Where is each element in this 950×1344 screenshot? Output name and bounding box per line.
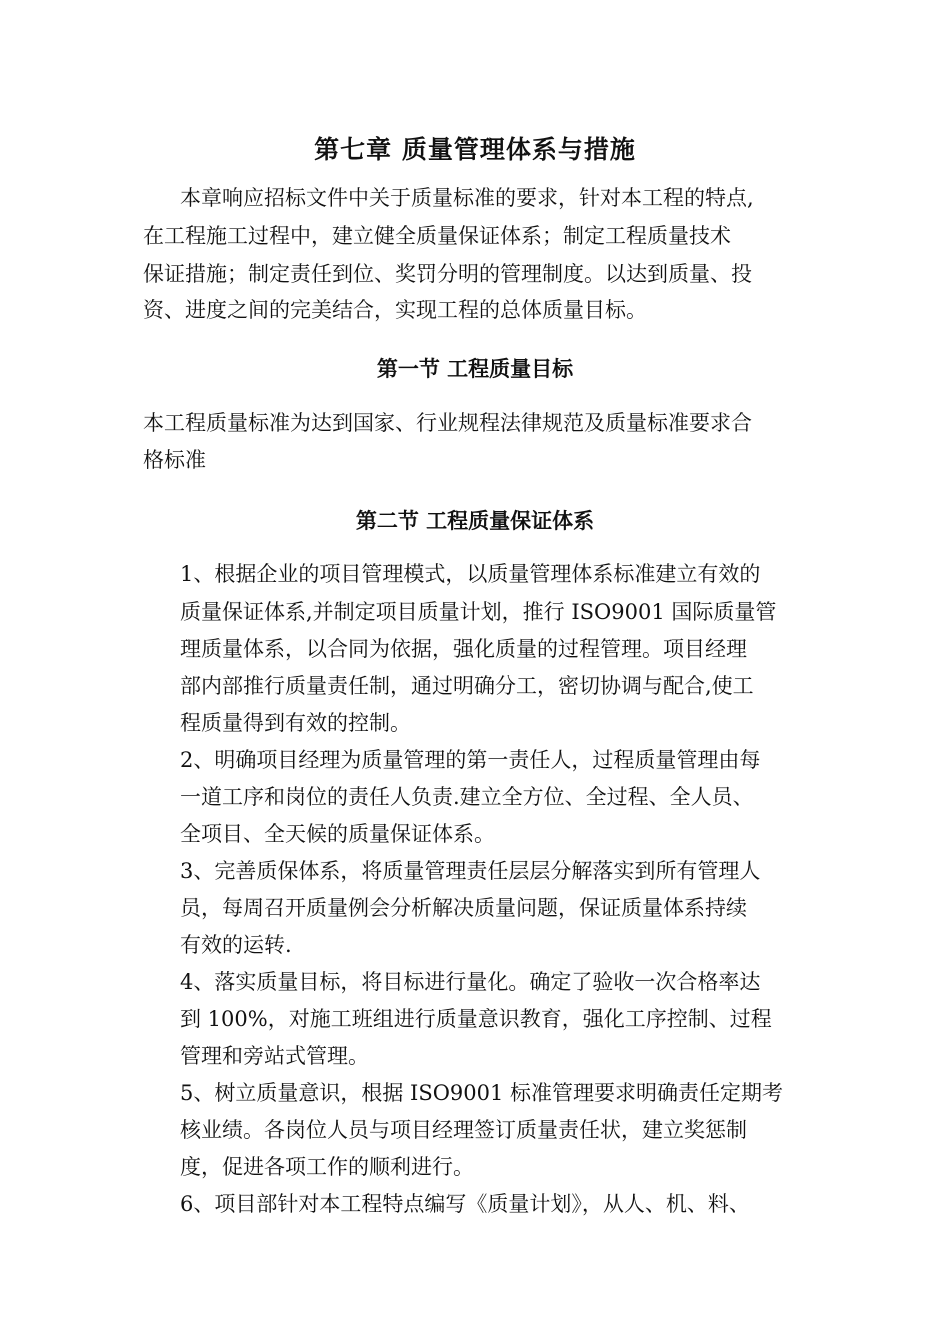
intro-line: 本章响应招标文件中关于质量标准的要求，针对本工程的特点,	[180, 186, 754, 210]
section-title: 第一节 工程质量目标	[376, 357, 574, 381]
section2-line: 度，促进各项工作的顺利进行。	[180, 1155, 474, 1179]
section2-line: 管理和旁站式管理。	[180, 1044, 369, 1068]
section1-line: 格标准	[143, 448, 206, 472]
section2-line: 全项目、全天候的质量保证体系。	[180, 822, 495, 846]
section2-line: 2、明确项目经理为质量管理的第一责任人，过程质量管理由每	[180, 748, 761, 772]
section2-line: 有效的运转.	[180, 933, 292, 957]
section2-line: 程质量得到有效的控制。	[180, 711, 411, 735]
section1-line: 本工程质量标准为达到国家、行业规程法律规范及质量标准要求合	[143, 411, 752, 435]
section2-line: 到 100%，对施工班组进行质量意识教育，强化工序控制、过程	[180, 1007, 772, 1031]
section2-line: 一道工序和岗位的责任人负责.建立全方位、全过程、全人员、	[180, 785, 754, 809]
section-title: 第二节 工程质量保证体系	[355, 509, 595, 533]
section2-line: 理质量体系，以合同为依据，强化质量的过程管理。项目经理	[180, 637, 747, 661]
section2-line: 质量保证体系,并制定项目质量计划，推行 ISO9001 国际质量管	[180, 600, 777, 624]
section2-line: 1、根据企业的项目管理模式，以质量管理体系标准建立有效的	[180, 562, 761, 586]
intro-line: 资、进度之间的完美结合，实现工程的总体质量目标。	[143, 298, 647, 322]
intro-line: 保证措施；制定责任到位、奖罚分明的管理制度。以达到质量、投	[143, 262, 752, 286]
section2-line: 6、项目部针对本工程特点编写《质量计划》，从人、机、料、	[180, 1192, 750, 1216]
section2-line: 员，每周召开质量例会分析解决质量问题，保证质量体系持续	[180, 896, 747, 920]
section2-line: 4、落实质量目标，将目标进行量化。确定了验收一次合格率达	[180, 970, 761, 994]
section2-line: 5、树立质量意识，根据 ISO9001 标准管理要求明确责任定期考	[180, 1081, 784, 1105]
intro-line: 在工程施工过程中，建立健全质量保证体系；制定工程质量技术	[143, 224, 731, 248]
section2-line: 核业绩。各岗位人员与项目经理签订质量责任状，建立奖惩制	[180, 1118, 747, 1142]
chapter-title: 第七章 质量管理体系与措施	[314, 135, 636, 164]
section2-line: 部内部推行质量责任制，通过明确分工，密切协调与配合,使工	[180, 674, 754, 698]
section2-line: 3、完善质保体系，将质量管理责任层层分解落实到所有管理人	[180, 859, 761, 883]
